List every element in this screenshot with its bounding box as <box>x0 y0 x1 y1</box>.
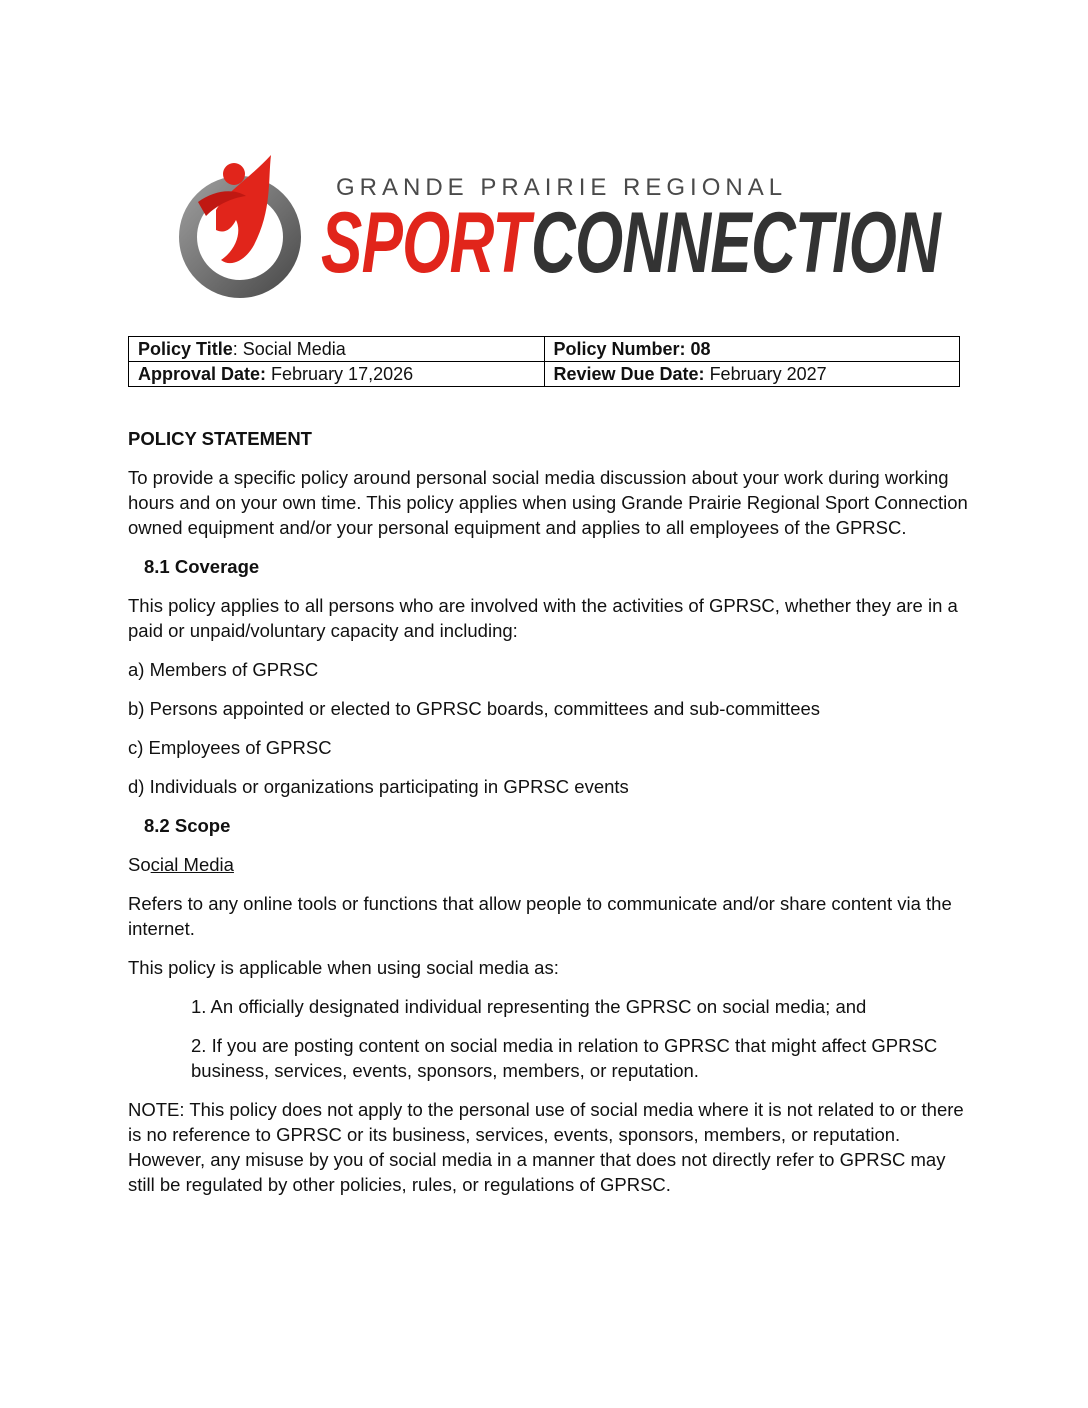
policy-title-cell <box>129 337 545 362</box>
coverage-item: a) Members of GPRSC <box>128 659 319 680</box>
organization-logo <box>176 150 941 300</box>
policy-info-row <box>129 337 960 362</box>
coverage-intro: This policy applies to all persons who are involved with the activities of GPRSC, whether they are in a paid or unpaid/voluntary capacity and including: <box>128 595 958 641</box>
review-due-value: February 2027 <box>704 364 827 384</box>
coverage-item: c) Employees of GPRSC <box>128 737 332 758</box>
scope-list-item: 1. An officially designated individual representing the GPRSC on social media; and <box>191 996 867 1017</box>
scope-definition: Refers to any online tools or functions that allow people to communicate and/or share content via the internet. <box>128 893 952 939</box>
review-due-label: Review Due Date: <box>553 364 705 384</box>
scope-applicable: This policy is applicable when using social media as: <box>128 957 559 978</box>
scope-term-underlined: cial Media <box>150 854 234 875</box>
coverage-item: b) Persons appointed or elected to GPRSC boards, committees and sub-committees <box>128 698 821 719</box>
scope-term-prefix: So <box>128 854 151 875</box>
logo-emblem-icon <box>176 150 316 300</box>
policy-info-row <box>129 362 960 387</box>
scope-list-item: 2. If you are posting content on social media in relation to GPRSC that might affect GPRSC business, services, events, sponsors, members, or reputation. <box>191 1035 938 1081</box>
logo-word-connection: CONNECTION <box>531 195 941 291</box>
document-body <box>128 426 968 1211</box>
policy-number-cell <box>544 337 960 362</box>
coverage-heading: 8.1 Coverage <box>144 556 260 577</box>
policy-title-label: Policy Title <box>138 339 233 359</box>
policy-title-value: : Social Media <box>232 339 346 359</box>
approval-date-cell <box>129 362 545 387</box>
approval-date-label: Approval Date: <box>138 364 267 384</box>
scope-note: NOTE: This policy does not apply to the personal use of social media where it is not related to or there is no reference to GPRSC or its business, services, events, sponsors, members, or reputation. However, any misuse by you of social media in a manner that does not directly refer to GPRSC may still be regulated by other policies, rules, or regulations of GPRSC. <box>128 1099 964 1195</box>
review-due-cell <box>544 362 960 387</box>
scope-term <box>128 852 968 877</box>
policy-statement-heading: POLICY STATEMENT <box>128 428 312 449</box>
policy-info-table <box>128 336 960 387</box>
policy-number-label: Policy Number: 08 <box>553 339 711 359</box>
logo-org-line: GRANDE PRAIRIE REGIONAL <box>336 174 788 201</box>
approval-date-value: February 17,2026 <box>266 364 414 384</box>
scope-heading: 8.2 Scope <box>144 815 231 836</box>
coverage-item: d) Individuals or organizations participating in GPRSC events <box>128 776 629 797</box>
logo-word-sport: SPORT <box>321 195 530 291</box>
policy-statement-body: To provide a specific policy around personal social media discussion about your work during working hours and on your own time. This policy applies when using Grande Prairie Regional Sport Connection owned equipment and/or your personal equipment and applies to all employees of the GPRSC. <box>128 467 968 538</box>
